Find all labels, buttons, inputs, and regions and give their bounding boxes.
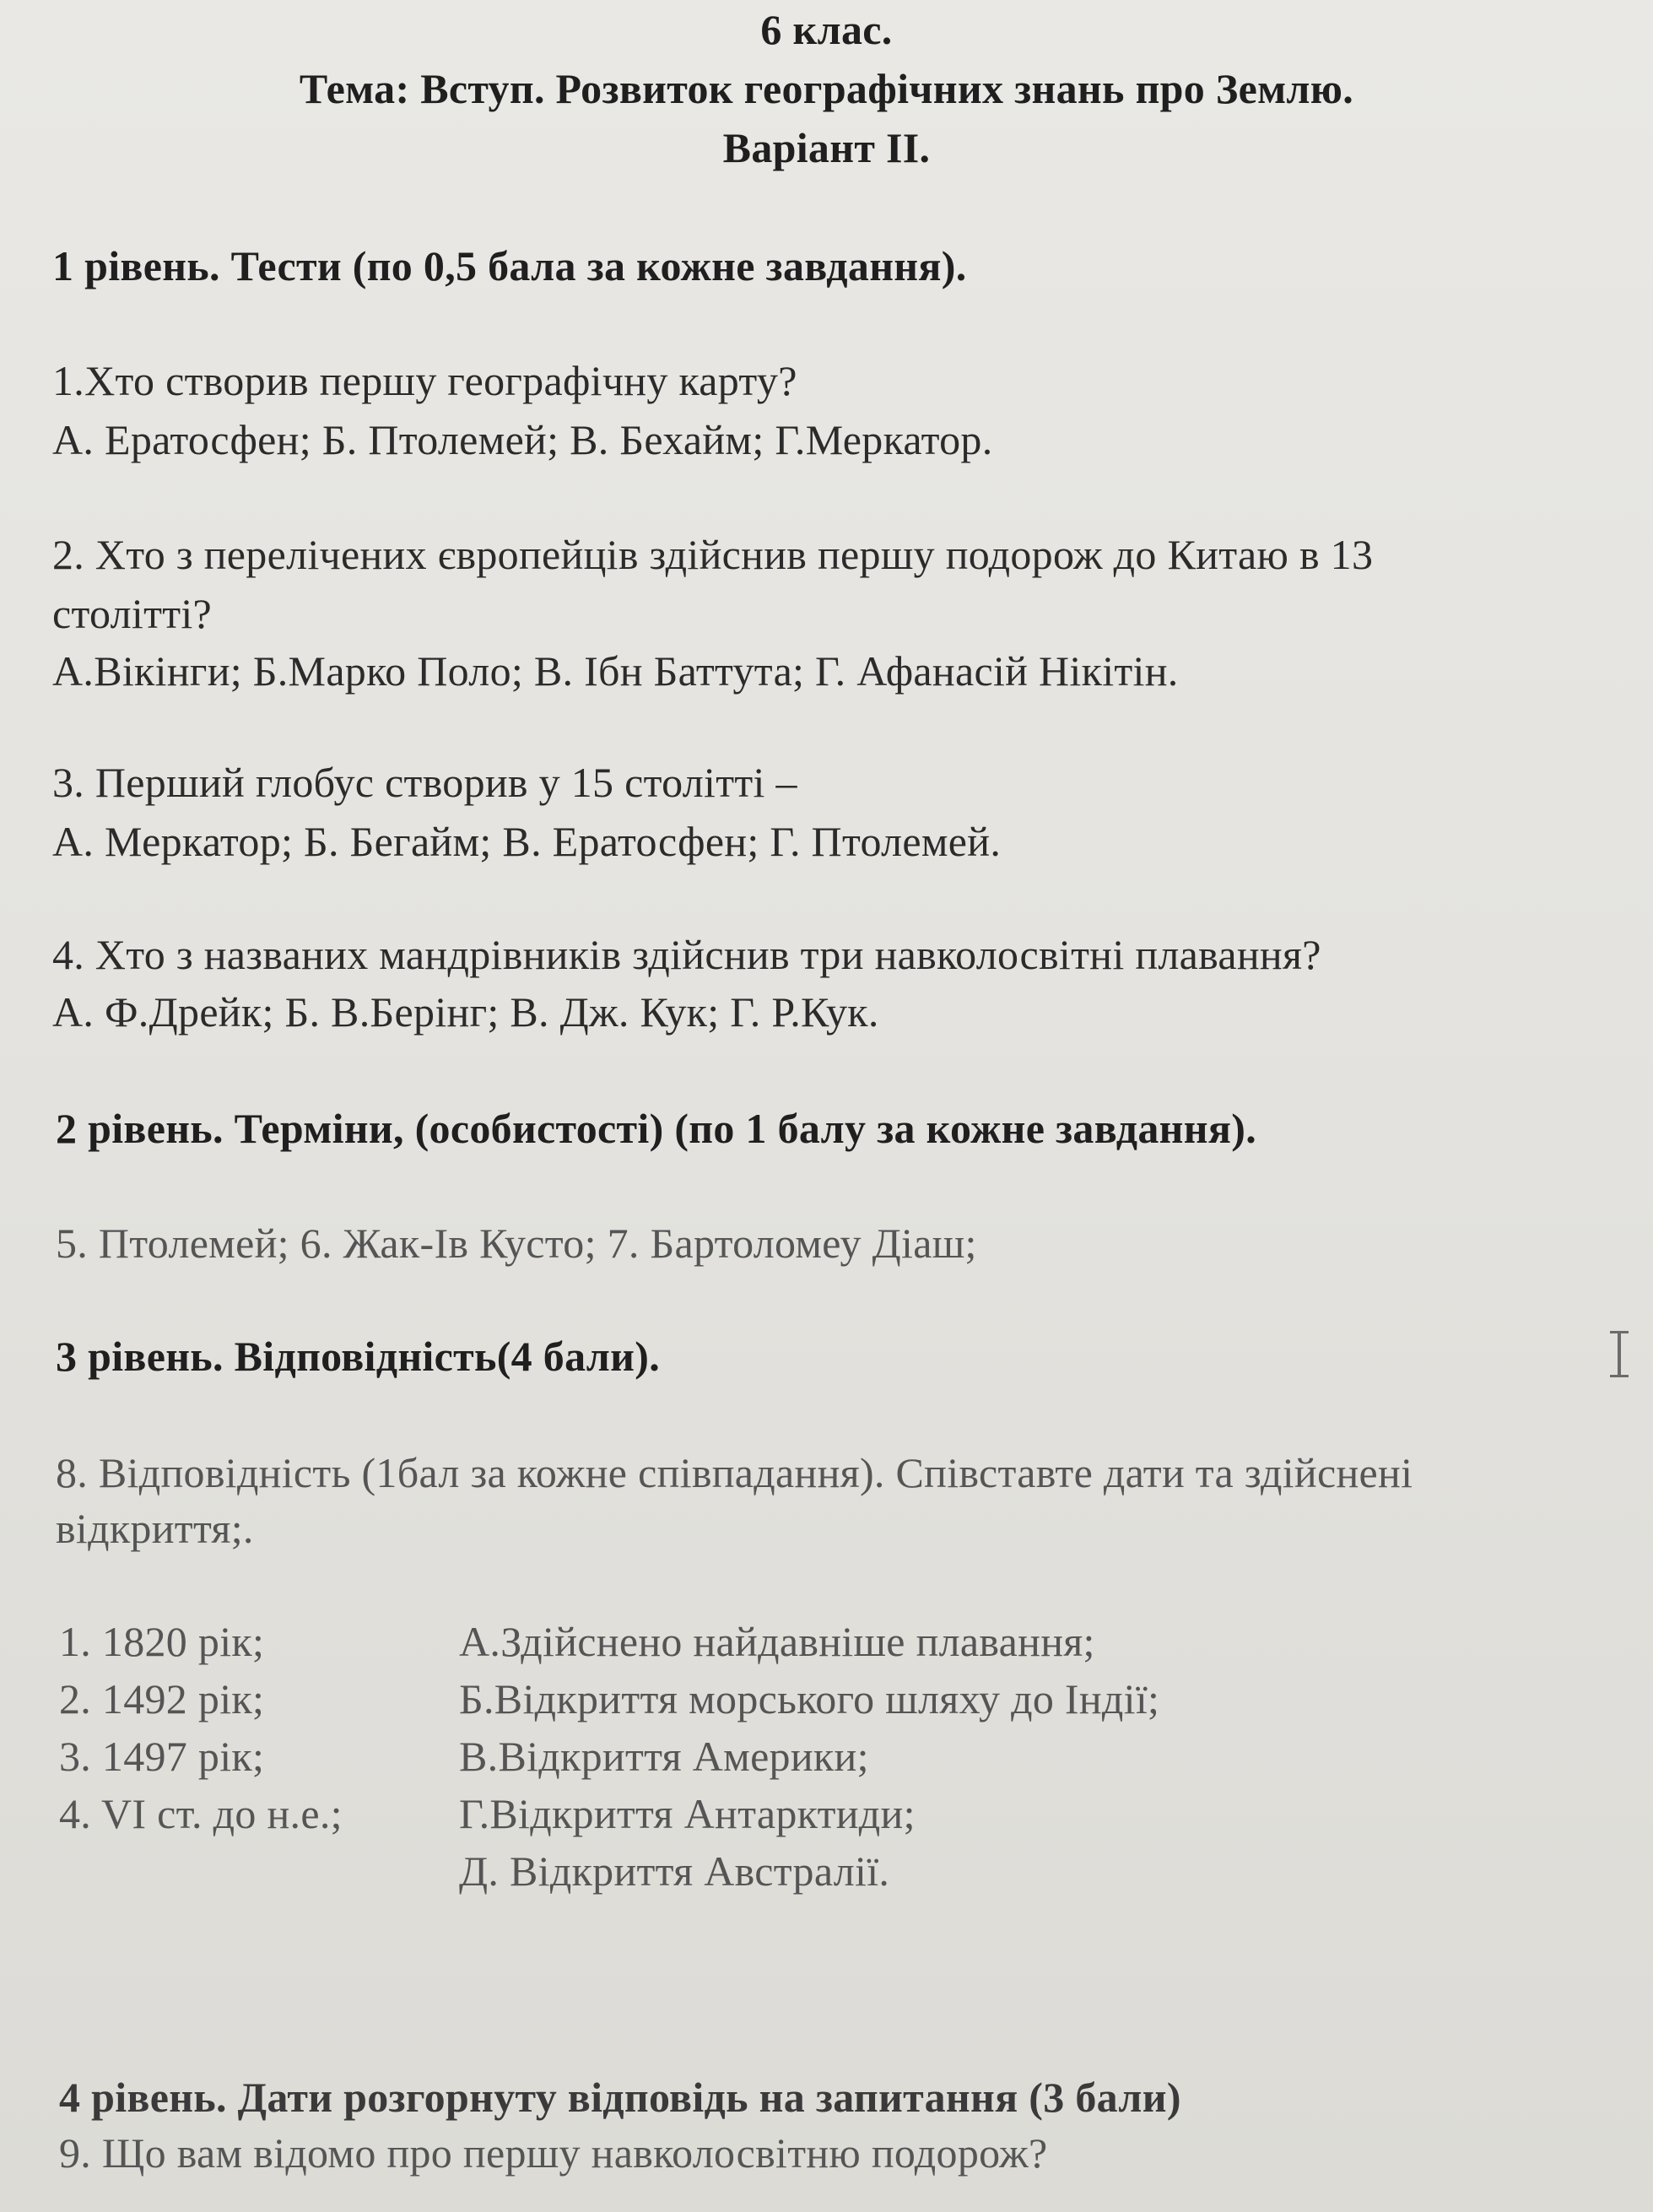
q1-options: А. Ератосфен; Б. Птолемей; В. Бехайм; Г.Меркатор. [52, 416, 993, 463]
match-right-item: А.Здійснено найдавніше плавання; [459, 1618, 1095, 1665]
text-cursor-icon [1605, 1329, 1634, 1380]
q8-line2: відкриття;. [56, 1505, 254, 1552]
q3-options: А. Меркатор; Б. Бегайм; В. Ератосфен; Г. Птолемей. [52, 818, 1002, 865]
level4-title: 4 рівень. Дати розгорнуту відповідь на запитання (3 бали) [59, 2074, 1181, 2121]
match-right-item: В.Відкриття Америки; [459, 1733, 869, 1780]
match-left-item: 2. 1492 рік; [59, 1675, 265, 1723]
q3-question: 3. Перший глобус створив у 15 столітті – [52, 759, 797, 806]
q2-options: А.Вікінги; Б.Марко Поло; В. Ібн Баттута; Г. Афанасій Нікітін. [52, 647, 1179, 695]
q2-question-line1: 2. Хто з перелічених європейців здійснив першу подорож до Китаю в 13 [52, 531, 1374, 578]
match-right-item: Г.Відкриття Антарктиди; [459, 1790, 916, 1837]
level2-items: 5. Птолемей; 6. Жак-Ів Кусто; 7. Бартоломеу Діаш; [56, 1220, 977, 1267]
q1-question: 1.Хто створив першу географічну карту? [52, 357, 797, 404]
level1-title: 1 рівень. Тести (по 0,5 бала за кожне завдання). [52, 242, 967, 289]
match-right-item: Д. Відкриття Австралії. [459, 1847, 890, 1895]
grade-heading: 6 клас. [760, 6, 893, 53]
q4-question: 4. Хто з названих мандрівників здійснив три навколосвітні плавання? [52, 931, 1321, 978]
match-right-item: Б.Відкриття морського шляху до Індії; [459, 1675, 1160, 1723]
q8-line1: 8. Відповідність (1бал за кожне співпадання). Співставте дати та здійснені [56, 1449, 1413, 1496]
match-left-item: 3. 1497 рік; [59, 1733, 265, 1780]
topic-heading: Тема: Вступ. Розвиток географічних знань про Землю. [299, 65, 1354, 112]
level3-title: 3 рівень. Відповідність(4 бали). [56, 1333, 661, 1380]
q4-options: А. Ф.Дрейк; Б. В.Берінг; В. Дж. Кук; Г. Р.Кук. [52, 988, 879, 1036]
q9-question: 9. Що вам відомо про першу навколосвітню подорож? [59, 2129, 1048, 2177]
match-left-item: 1. 1820 рік; [59, 1618, 265, 1665]
level2-title: 2 рівень. Терміни, (особистості) (по 1 балу за кожне завдання). [56, 1105, 1257, 1152]
match-left-item: 4. VI ст. до н.е.; [59, 1790, 343, 1837]
variant-heading: Варіант ІІ. [722, 124, 931, 171]
q2-question-line2: столітті? [52, 590, 213, 637]
